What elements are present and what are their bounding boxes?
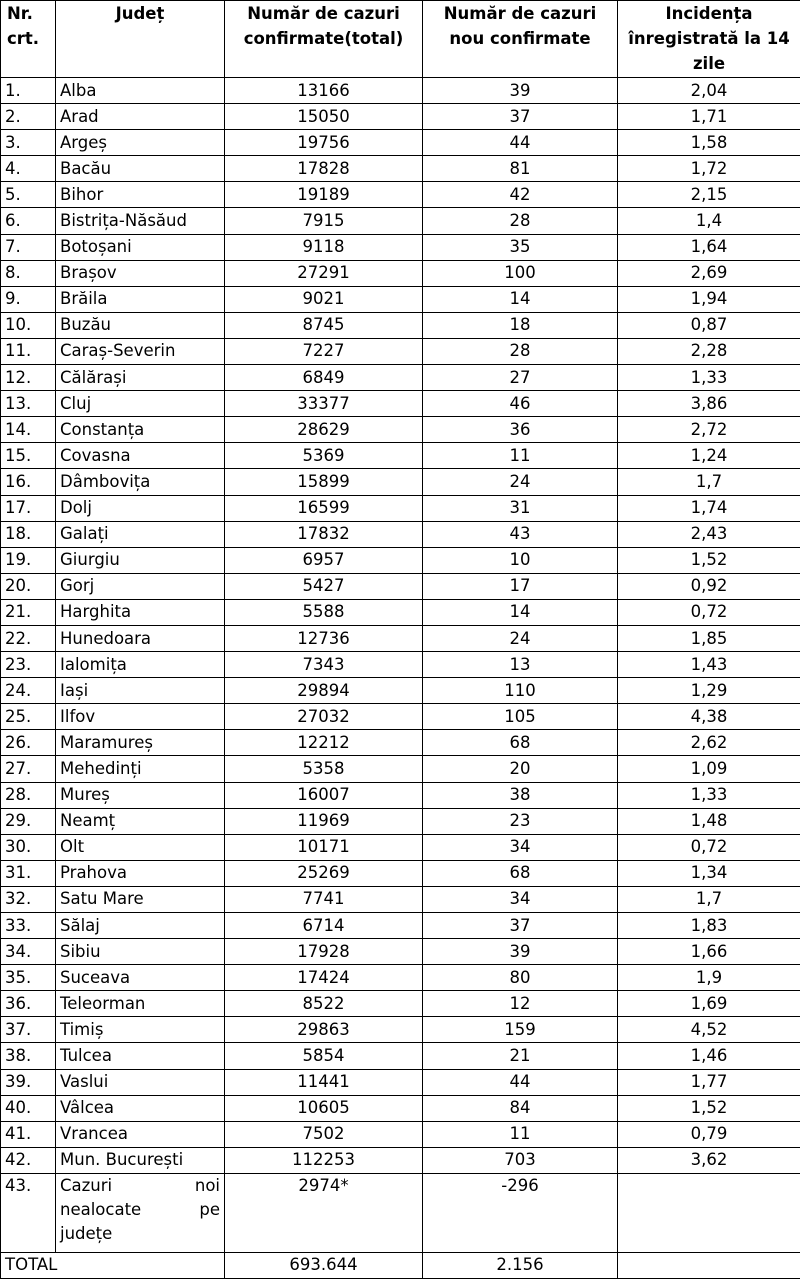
table-row <box>1 417 800 443</box>
cell-new: 68 <box>423 860 618 886</box>
cell-judet: Dâmbovița <box>56 469 225 495</box>
cell-new: 36 <box>423 417 618 443</box>
header-new-cases: Număr de cazuri nou confirmate <box>423 1 618 78</box>
table-row <box>1 808 800 834</box>
cell-new: 11 <box>423 1121 618 1147</box>
cell-new: 34 <box>423 834 618 860</box>
cell-judet: Brăila <box>56 286 225 312</box>
cell-nr: 25. <box>1 704 56 730</box>
cell-nr: 10. <box>1 312 56 338</box>
cell-incidence: 2,62 <box>618 730 800 756</box>
cell-incidence: 1,33 <box>618 782 800 808</box>
cell-new: 28 <box>423 208 618 234</box>
cell-nr: 13. <box>1 391 56 417</box>
cell-incidence: 1,66 <box>618 939 800 965</box>
table-row <box>1 104 800 130</box>
cell-judet: Iași <box>56 678 225 704</box>
table-row <box>1 756 800 782</box>
cell-nr: 32. <box>1 886 56 912</box>
cell-judet: Brașov <box>56 260 225 286</box>
table-row <box>1 1043 800 1069</box>
table-row <box>1 965 800 991</box>
cell-nr: 36. <box>1 991 56 1017</box>
cell-total: 17928 <box>225 939 423 965</box>
cell-nr: 29. <box>1 808 56 834</box>
cell-nr: 42. <box>1 1147 56 1173</box>
cell-total: 7343 <box>225 652 423 678</box>
cell-nr: 9. <box>1 286 56 312</box>
cell-total: 17828 <box>225 156 423 182</box>
cell-total: 19756 <box>225 130 423 156</box>
cell-incidence: 1,71 <box>618 104 800 130</box>
table-row <box>1 208 800 234</box>
table-row <box>1 338 800 364</box>
cell-incidence: 1,9 <box>618 965 800 991</box>
table-row <box>1 260 800 286</box>
cell-total: 6714 <box>225 913 423 939</box>
cell-judet: Arad <box>56 104 225 130</box>
table-row <box>1 834 800 860</box>
cell-new: 105 <box>423 704 618 730</box>
cell-total: 112253 <box>225 1147 423 1173</box>
cell-new: 37 <box>423 104 618 130</box>
cell-total: 5358 <box>225 756 423 782</box>
cell-total: 33377 <box>225 391 423 417</box>
cell-incidence: 3,86 <box>618 391 800 417</box>
cell-total: 19189 <box>225 182 423 208</box>
cell-nr: 23. <box>1 652 56 678</box>
cell-total: 13166 <box>225 78 423 104</box>
cell-judet: Alba <box>56 78 225 104</box>
table-row <box>1 782 800 808</box>
cell-new: 31 <box>423 495 618 521</box>
header-total-cases: Număr de cazuri confirmate(total) <box>225 1 423 78</box>
cell-total: 8745 <box>225 312 423 338</box>
cell-new: 27 <box>423 365 618 391</box>
cell-new: 18 <box>423 312 618 338</box>
cell-judet: Cazuri noi nealocate pe județe <box>56 1173 225 1252</box>
cell-new: 703 <box>423 1147 618 1173</box>
cell-total: 9118 <box>225 234 423 260</box>
cell-nr: 31. <box>1 860 56 886</box>
cell-incidence: 0,87 <box>618 312 800 338</box>
table-row <box>1 704 800 730</box>
cell-incidence <box>618 1173 800 1252</box>
table-row <box>1 286 800 312</box>
cell-new: 14 <box>423 599 618 625</box>
cell-new: 24 <box>423 625 618 651</box>
cell-nr: 16. <box>1 469 56 495</box>
table-row-unallocated <box>1 1173 800 1252</box>
cell-nr: 20. <box>1 573 56 599</box>
cell-nr: 37. <box>1 1017 56 1043</box>
cell-incidence: 1,69 <box>618 991 800 1017</box>
cell-new: 100 <box>423 260 618 286</box>
cell-nr: 5. <box>1 182 56 208</box>
table-row <box>1 860 800 886</box>
cell-incidence: 2,43 <box>618 521 800 547</box>
cell-total: 9021 <box>225 286 423 312</box>
cell-judet: Maramureș <box>56 730 225 756</box>
cell-incidence: 1,7 <box>618 469 800 495</box>
cell-new: 81 <box>423 156 618 182</box>
cell-incidence: 1,7 <box>618 886 800 912</box>
cell-nr: 35. <box>1 965 56 991</box>
cell-total: 28629 <box>225 417 423 443</box>
cell-total: 12212 <box>225 730 423 756</box>
cell-judet: Satu Mare <box>56 886 225 912</box>
cell-judet: Neamț <box>56 808 225 834</box>
table-row <box>1 625 800 651</box>
cell-incidence: 1,85 <box>618 625 800 651</box>
table-row <box>1 182 800 208</box>
cell-total: 5588 <box>225 599 423 625</box>
cell-new: 39 <box>423 939 618 965</box>
cell-total: 7915 <box>225 208 423 234</box>
cell-new: 35 <box>423 234 618 260</box>
cell-incidence: 1,72 <box>618 156 800 182</box>
cell-nr: 12. <box>1 365 56 391</box>
table-row <box>1 573 800 599</box>
cell-nr: 14. <box>1 417 56 443</box>
cell-nr: 18. <box>1 521 56 547</box>
cell-judet: Cluj <box>56 391 225 417</box>
cell-total: 29863 <box>225 1017 423 1043</box>
header-nr: Nr. crt. <box>1 1 56 78</box>
cell-new: 28 <box>423 338 618 364</box>
cell-nr: 41. <box>1 1121 56 1147</box>
cell-nr: 39. <box>1 1069 56 1095</box>
cell-total: 27032 <box>225 704 423 730</box>
cell-nr: 2. <box>1 104 56 130</box>
cell-incidence: 1,43 <box>618 652 800 678</box>
cell-judet: Teleorman <box>56 991 225 1017</box>
table-row <box>1 365 800 391</box>
table-row <box>1 1121 800 1147</box>
cell-new: 68 <box>423 730 618 756</box>
cell-incidence: 0,92 <box>618 573 800 599</box>
cell-total: 6957 <box>225 547 423 573</box>
cell-judet: Ialomița <box>56 652 225 678</box>
cell-judet: Botoșani <box>56 234 225 260</box>
table-row <box>1 521 800 547</box>
cell-total: 16599 <box>225 495 423 521</box>
cell-judet: Vrancea <box>56 1121 225 1147</box>
cell-new: 44 <box>423 130 618 156</box>
cell-new: 14 <box>423 286 618 312</box>
cell-new: 43 <box>423 521 618 547</box>
table-row <box>1 939 800 965</box>
cell-incidence: 2,28 <box>618 338 800 364</box>
cell-judet: Ilfov <box>56 704 225 730</box>
header-incidence: Incidența înregistrată la 14 zile <box>618 1 800 78</box>
cell-judet: Călărași <box>56 365 225 391</box>
cell-total: 17832 <box>225 521 423 547</box>
cell-nr: 33. <box>1 913 56 939</box>
cell-total: 27291 <box>225 260 423 286</box>
cell-total: 7227 <box>225 338 423 364</box>
cell-total: 10605 <box>225 1095 423 1121</box>
table-row <box>1 312 800 338</box>
cell-judet: Mun. București <box>56 1147 225 1173</box>
cell-nr: 11. <box>1 338 56 364</box>
cell-nr: 26. <box>1 730 56 756</box>
table-row <box>1 1069 800 1095</box>
cell-judet: Galați <box>56 521 225 547</box>
cell-incidence: 0,79 <box>618 1121 800 1147</box>
cell-judet: Timiș <box>56 1017 225 1043</box>
cell-nr: 6. <box>1 208 56 234</box>
table-row <box>1 78 800 104</box>
cell-nr: 17. <box>1 495 56 521</box>
cell-total: 6849 <box>225 365 423 391</box>
cell-judet: Bihor <box>56 182 225 208</box>
cell-new: 44 <box>423 1069 618 1095</box>
table-row <box>1 991 800 1017</box>
table-row <box>1 495 800 521</box>
table-row <box>1 156 800 182</box>
cell-judet: Sălaj <box>56 913 225 939</box>
cell-incidence: 1,94 <box>618 286 800 312</box>
cell-nr: 27. <box>1 756 56 782</box>
cell-incidence: 1,46 <box>618 1043 800 1069</box>
cell-new: 13 <box>423 652 618 678</box>
cell-new: 84 <box>423 1095 618 1121</box>
cell-total: 10171 <box>225 834 423 860</box>
cell-new: -296 <box>423 1173 618 1252</box>
table-row <box>1 1017 800 1043</box>
cell-incidence: 1,74 <box>618 495 800 521</box>
cell-incidence: 1,58 <box>618 130 800 156</box>
cell-judet: Olt <box>56 834 225 860</box>
cell-total: 29894 <box>225 678 423 704</box>
cell-judet: Tulcea <box>56 1043 225 1069</box>
cell-new: 20 <box>423 756 618 782</box>
cell-nr: 30. <box>1 834 56 860</box>
cell-total: 5369 <box>225 443 423 469</box>
cell-nr: 19. <box>1 547 56 573</box>
cell-incidence: 1,24 <box>618 443 800 469</box>
cell-incidence: 1,83 <box>618 913 800 939</box>
cell-incidence: 1,09 <box>618 756 800 782</box>
cell-judet: Vâlcea <box>56 1095 225 1121</box>
cell-judet: Argeș <box>56 130 225 156</box>
cell-judet: Buzău <box>56 312 225 338</box>
total-cases: 693.644 <box>225 1252 423 1278</box>
cell-judet: Covasna <box>56 443 225 469</box>
cell-nr: 40. <box>1 1095 56 1121</box>
cell-new: 21 <box>423 1043 618 1069</box>
cell-total: 7741 <box>225 886 423 912</box>
cell-total: 25269 <box>225 860 423 886</box>
cell-new: 38 <box>423 782 618 808</box>
table-row <box>1 130 800 156</box>
cell-judet: Suceava <box>56 965 225 991</box>
cell-new: 11 <box>423 443 618 469</box>
cell-nr: 28. <box>1 782 56 808</box>
cell-incidence: 1,34 <box>618 860 800 886</box>
table-row <box>1 730 800 756</box>
cell-new: 80 <box>423 965 618 991</box>
header-judet: Județ <box>56 1 225 78</box>
cell-judet: Caraș-Severin <box>56 338 225 364</box>
cell-nr: 15. <box>1 443 56 469</box>
table-row <box>1 1095 800 1121</box>
table-row <box>1 678 800 704</box>
cell-nr: 3. <box>1 130 56 156</box>
cell-total: 16007 <box>225 782 423 808</box>
cell-incidence: 2,69 <box>618 260 800 286</box>
table-row <box>1 1147 800 1173</box>
cell-new: 10 <box>423 547 618 573</box>
cell-total: 15899 <box>225 469 423 495</box>
cell-judet: Giurgiu <box>56 547 225 573</box>
cell-new: 110 <box>423 678 618 704</box>
cell-total: 8522 <box>225 991 423 1017</box>
cell-total: 12736 <box>225 625 423 651</box>
cell-judet: Sibiu <box>56 939 225 965</box>
cell-incidence: 0,72 <box>618 599 800 625</box>
cell-judet: Prahova <box>56 860 225 886</box>
cell-incidence: 2,72 <box>618 417 800 443</box>
cell-incidence: 4,38 <box>618 704 800 730</box>
table-row <box>1 913 800 939</box>
header-row <box>1 1 800 78</box>
table-row <box>1 886 800 912</box>
cell-nr: 34. <box>1 939 56 965</box>
table-row <box>1 547 800 573</box>
total-label: TOTAL <box>1 1252 225 1278</box>
cell-incidence: 1,29 <box>618 678 800 704</box>
cell-judet: Harghita <box>56 599 225 625</box>
cell-judet: Dolj <box>56 495 225 521</box>
cell-total: 17424 <box>225 965 423 991</box>
cell-total: 11969 <box>225 808 423 834</box>
cell-incidence: 1,48 <box>618 808 800 834</box>
cell-total: 7502 <box>225 1121 423 1147</box>
cell-total: 5854 <box>225 1043 423 1069</box>
cell-incidence: 1,77 <box>618 1069 800 1095</box>
cell-judet: Gorj <box>56 573 225 599</box>
cell-incidence: 1,4 <box>618 208 800 234</box>
cell-new: 24 <box>423 469 618 495</box>
cell-incidence: 1,33 <box>618 365 800 391</box>
cell-judet: Mureș <box>56 782 225 808</box>
cell-nr: 38. <box>1 1043 56 1069</box>
table-row <box>1 599 800 625</box>
cell-nr: 24. <box>1 678 56 704</box>
cell-nr: 22. <box>1 625 56 651</box>
cell-incidence: 4,52 <box>618 1017 800 1043</box>
cell-incidence: 3,62 <box>618 1147 800 1173</box>
cell-new: 23 <box>423 808 618 834</box>
cell-judet: Vaslui <box>56 1069 225 1095</box>
cell-judet: Constanța <box>56 417 225 443</box>
cell-new: 34 <box>423 886 618 912</box>
cell-total: 11441 <box>225 1069 423 1095</box>
table-row <box>1 652 800 678</box>
cell-new: 42 <box>423 182 618 208</box>
cell-nr: 8. <box>1 260 56 286</box>
cell-total: 2974* <box>225 1173 423 1252</box>
cell-incidence: 0,72 <box>618 834 800 860</box>
cell-new: 12 <box>423 991 618 1017</box>
cell-total: 15050 <box>225 104 423 130</box>
cell-judet: Mehedinți <box>56 756 225 782</box>
table-row <box>1 391 800 417</box>
cell-judet: Bacău <box>56 156 225 182</box>
cell-new: 159 <box>423 1017 618 1043</box>
cell-nr: 43. <box>1 1173 56 1252</box>
cell-incidence: 2,15 <box>618 182 800 208</box>
cell-total: 5427 <box>225 573 423 599</box>
table-row <box>1 443 800 469</box>
cell-nr: 1. <box>1 78 56 104</box>
cell-incidence: 1,52 <box>618 1095 800 1121</box>
cell-new: 46 <box>423 391 618 417</box>
table-row <box>1 234 800 260</box>
cell-nr: 7. <box>1 234 56 260</box>
total-new-cases: 2.156 <box>423 1252 618 1278</box>
cell-incidence: 1,52 <box>618 547 800 573</box>
table-row <box>1 469 800 495</box>
cell-new: 39 <box>423 78 618 104</box>
cell-incidence: 1,64 <box>618 234 800 260</box>
cell-new: 17 <box>423 573 618 599</box>
cell-nr: 4. <box>1 156 56 182</box>
cell-new: 37 <box>423 913 618 939</box>
cell-judet: Bistrița-Năsăud <box>56 208 225 234</box>
cell-incidence: 2,04 <box>618 78 800 104</box>
cell-judet: Hunedoara <box>56 625 225 651</box>
cell-nr: 21. <box>1 599 56 625</box>
